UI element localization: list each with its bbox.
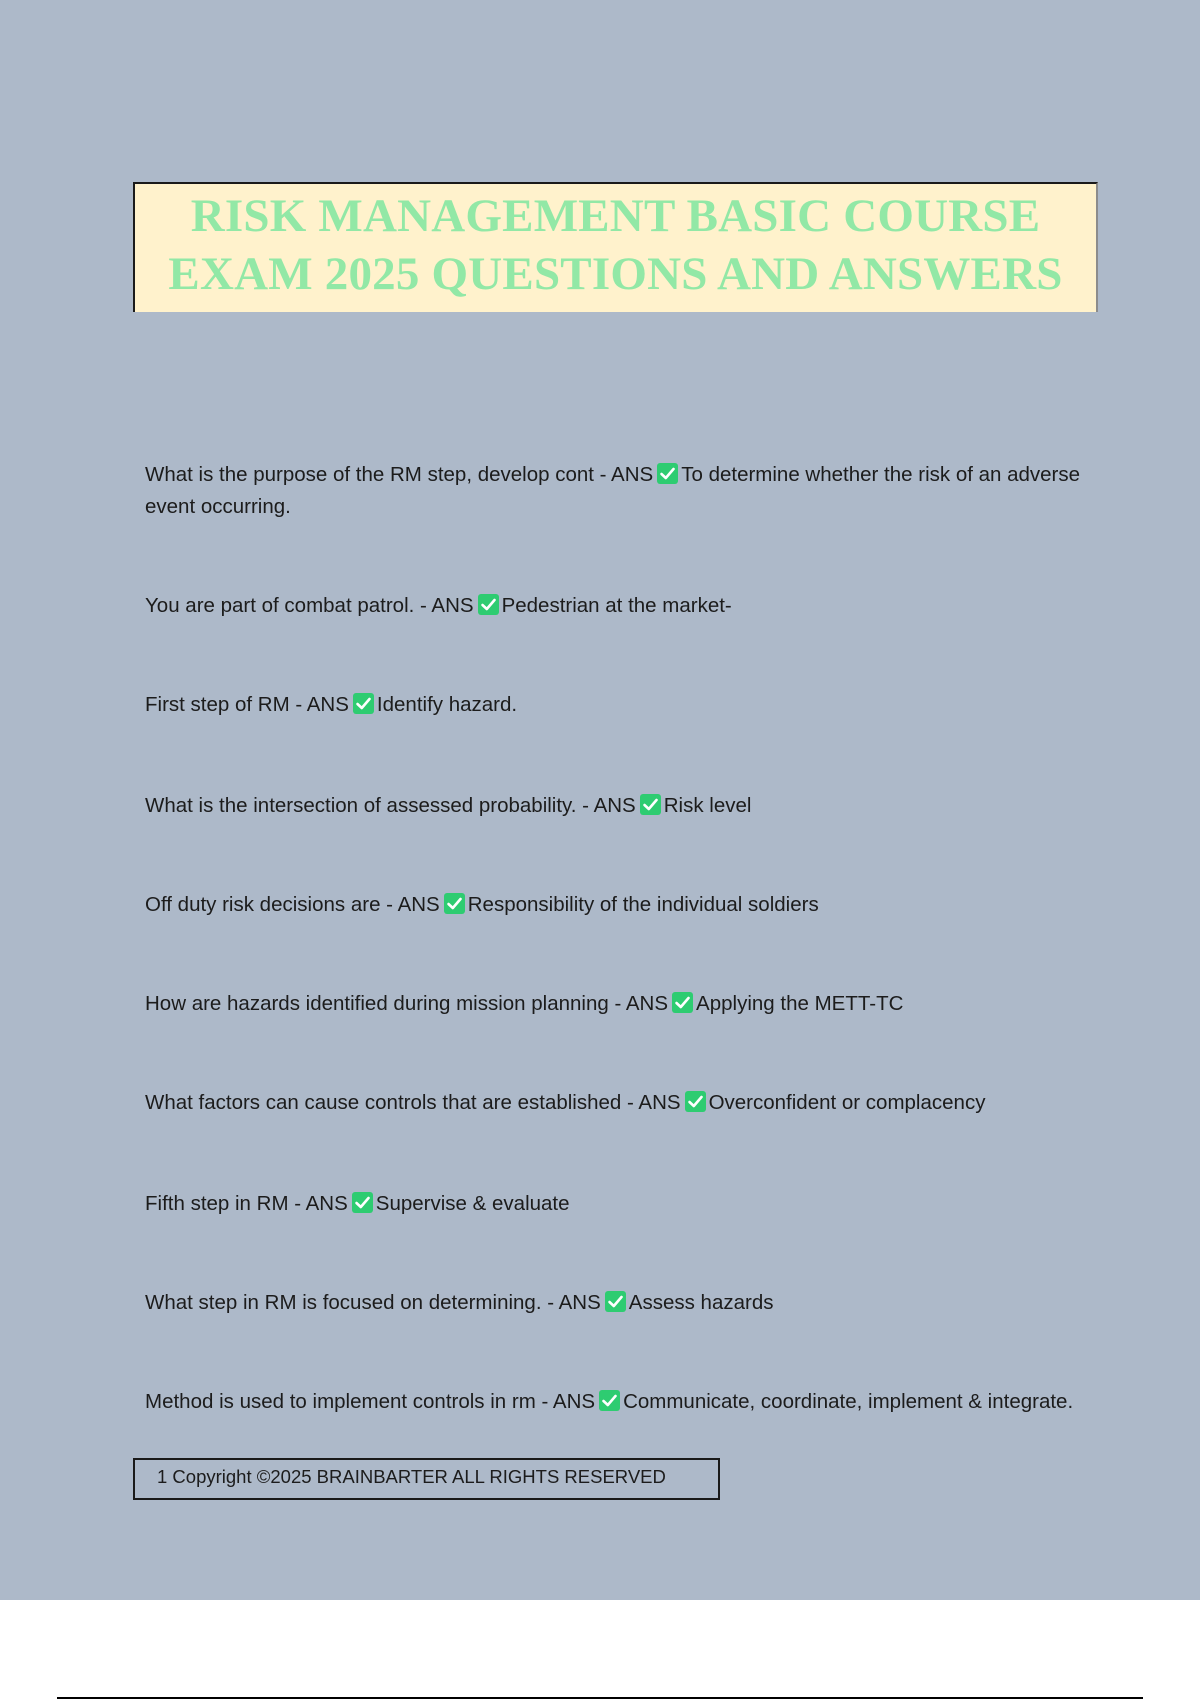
question-text: Off duty risk decisions are — [145, 893, 381, 916]
qa-item-2 — [145, 590, 1095, 622]
qa-item-5 — [145, 889, 1095, 921]
answer-text: Risk level — [663, 794, 752, 817]
answer-text: Supervise & evaluate — [375, 1192, 570, 1215]
question-text: How are hazards identified during mission planning — [145, 992, 609, 1015]
qa-item-6 — [145, 988, 1095, 1020]
answer-text: Communicate, coordinate, implement & integrate. — [623, 1390, 1074, 1413]
checkmark-icon — [353, 693, 374, 714]
qa-item-7 — [145, 1087, 1095, 1119]
question-text: Fifth step in RM — [145, 1192, 289, 1215]
qa-item-4 — [145, 790, 1095, 822]
checkmark-icon — [605, 1291, 626, 1312]
copyright-footer: 1 Copyright ©2025 BRAINBARTER ALL RIGHTS RESERVED — [133, 1458, 720, 1500]
answer-text: To determine whether the risk of an adverse event occurring. — [145, 463, 1081, 518]
qa-item-10 — [145, 1386, 1095, 1418]
answer-text: Overconfident or complacency — [708, 1091, 986, 1114]
qa-item-3 — [145, 689, 1095, 721]
question-text: What is the purpose of the RM step, develop cont — [145, 463, 594, 486]
question-text: What step in RM is focused on determining. — [145, 1291, 542, 1314]
answer-separator: - ANS — [593, 463, 654, 486]
question-text: What is the intersection of assessed probability. — [145, 794, 577, 817]
answer-text: Assess hazards — [628, 1291, 774, 1314]
answer-separator: - ANS — [576, 794, 636, 817]
answer-separator: - ANS — [380, 893, 440, 916]
checkmark-icon — [352, 1192, 373, 1213]
checkmark-icon — [640, 794, 661, 815]
answer-separator: - ANS — [289, 693, 349, 716]
answer-text: Pedestrian at the market- — [501, 594, 732, 617]
checkmark-icon — [685, 1091, 706, 1112]
checkmark-icon — [478, 594, 499, 615]
page-divider — [57, 1697, 1143, 1699]
question-text: Method is used to implement controls in rm — [145, 1390, 536, 1413]
qa-item-1 — [145, 459, 1095, 523]
title-line-1: RISK MANAGEMENT BASIC COURSE — [190, 190, 1041, 242]
title-banner — [133, 182, 1098, 312]
answer-separator: - ANS — [541, 1291, 601, 1314]
checkmark-icon — [599, 1390, 620, 1411]
answer-text: Applying the METT-TC — [696, 992, 904, 1015]
qa-item-9 — [145, 1287, 1095, 1319]
answer-text: Identify hazard. — [376, 693, 518, 716]
title-line-2: EXAM 2025 QUESTIONS AND ANSWERS — [168, 248, 1063, 300]
answer-separator: - ANS — [621, 1091, 681, 1114]
qa-item-8 — [145, 1188, 1095, 1220]
answer-separator: - ANS — [414, 594, 474, 617]
answer-separator: - ANS — [288, 1192, 348, 1215]
checkmark-icon — [657, 463, 678, 484]
answer-separator: - ANS — [608, 992, 669, 1015]
question-text: You are part of combat patrol. — [145, 594, 415, 617]
question-text: First step of RM — [145, 693, 290, 716]
answer-text: Responsibility of the individual soldiers — [467, 893, 819, 916]
answer-separator: - ANS — [535, 1390, 596, 1413]
checkmark-icon — [444, 893, 465, 914]
checkmark-icon — [672, 992, 693, 1013]
question-text: What factors can cause controls that are established — [145, 1091, 622, 1114]
